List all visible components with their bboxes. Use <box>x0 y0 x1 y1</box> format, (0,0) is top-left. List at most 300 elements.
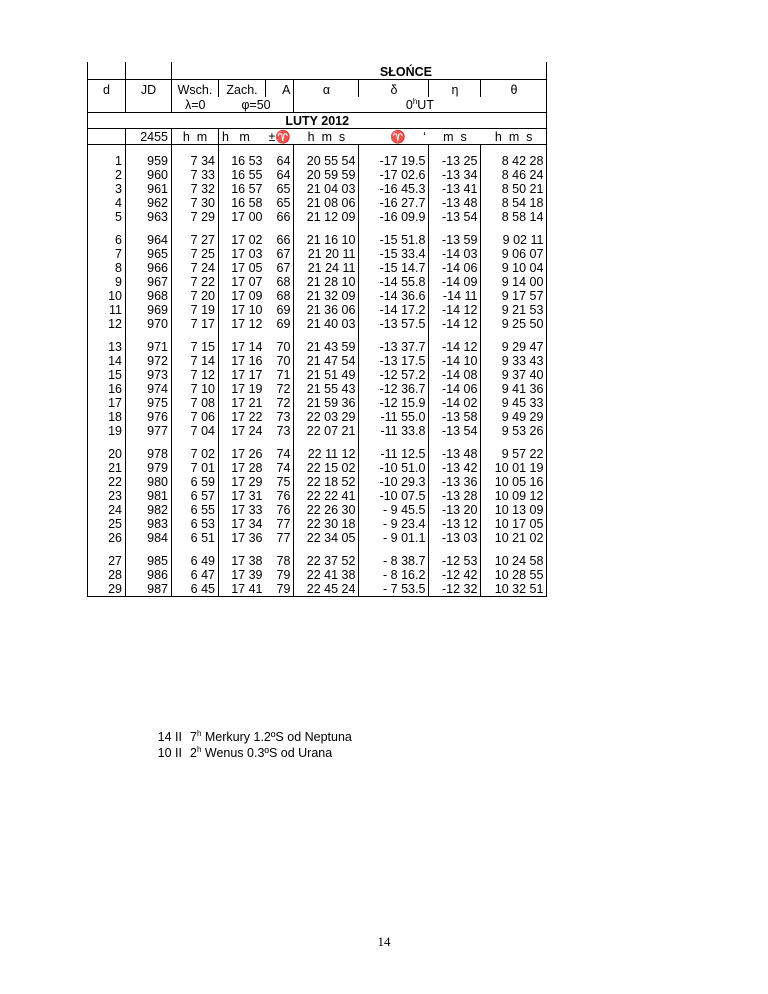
cell-delta: -17 02.6 <box>359 168 429 182</box>
cell-delta: - 9 23.4 <box>359 517 429 531</box>
cell-theta: 9 53 26 <box>481 424 547 438</box>
cell-theta: 9 02 11 <box>481 233 547 247</box>
table-row <box>88 517 547 531</box>
wsch-units: h m <box>172 129 219 145</box>
table-row <box>88 382 547 396</box>
cell-azimuth: 72 <box>266 396 294 410</box>
note-date: 10 II <box>157 746 182 760</box>
cell-sunset: 17 34 <box>231 517 263 531</box>
cell-theta: 8 50 21 <box>481 182 547 196</box>
cell-day: 18 <box>88 410 126 424</box>
cell-eta: -12 32 <box>429 582 481 597</box>
cell-sunrise: 6 45 <box>172 582 219 597</box>
cell-day: 2 <box>88 168 126 182</box>
cell-delta: -14 55.8 <box>359 275 429 289</box>
table-row <box>88 168 547 182</box>
cell-azimuth: 67 <box>266 261 294 275</box>
cell-azimuth: 76 <box>266 503 294 517</box>
table-row <box>88 554 547 568</box>
cell-azimuth: 70 <box>266 340 294 354</box>
cell-delta: - 7 53.5 <box>359 582 429 597</box>
cell-theta: 9 57 22 <box>481 447 547 461</box>
cell-eta: -13 58 <box>429 410 481 424</box>
cell-sunrise: 7 06 <box>172 410 219 424</box>
table-row <box>88 354 547 368</box>
note-item <box>130 745 352 761</box>
table-row <box>88 489 547 503</box>
cell-sunset: 16 58 <box>231 196 263 210</box>
cell-alpha: 22 15 02 <box>294 461 359 475</box>
cell-jd: 973 <box>126 368 172 382</box>
cell-alpha: 21 16 10 <box>294 233 359 247</box>
cell-theta: 10 24 58 <box>481 554 547 568</box>
cell-theta: 9 41 36 <box>481 382 547 396</box>
cell-sunset: 17 09 <box>231 289 263 303</box>
cell-azimuth: 64 <box>266 154 294 168</box>
cell-day: 23 <box>88 489 126 503</box>
cell-azimuth: 77 <box>266 531 294 545</box>
cell-delta: - 9 45.5 <box>359 503 429 517</box>
cell-delta: -12 36.7 <box>359 382 429 396</box>
cell-theta: 9 29 47 <box>481 340 547 354</box>
cell-theta: 8 58 14 <box>481 210 547 224</box>
cell-azimuth: 74 <box>266 447 294 461</box>
cell-sunset: 17 24 <box>231 424 263 438</box>
eta-units: m s <box>429 129 481 145</box>
cell-alpha: 22 18 52 <box>294 475 359 489</box>
page-number: 14 <box>377 934 391 949</box>
cell-sunset: 17 22 <box>231 410 263 424</box>
cell-day: 19 <box>88 424 126 438</box>
table-row <box>88 182 547 196</box>
cell-jd: 959 <box>126 154 172 168</box>
cell-theta: 9 14 00 <box>481 275 547 289</box>
table-row <box>88 196 547 210</box>
table-row <box>88 275 547 289</box>
cell-day: 27 <box>88 554 126 568</box>
cell-sunset: 17 16 <box>231 354 263 368</box>
cell-sunrise: 6 49 <box>172 554 219 568</box>
cell-eta: -14 06 <box>429 261 481 275</box>
table-row <box>88 396 547 410</box>
cell-theta: 10 01 19 <box>481 461 547 475</box>
cell-azimuth: 78 <box>266 554 294 568</box>
cell-jd: 963 <box>126 210 172 224</box>
cell-eta: -14 08 <box>429 368 481 382</box>
cell-theta: 9 33 43 <box>481 354 547 368</box>
cell-alpha: 21 32 09 <box>294 289 359 303</box>
cell-day: 26 <box>88 531 126 545</box>
cell-alpha: 21 12 09 <box>294 210 359 224</box>
cell-day: 21 <box>88 461 126 475</box>
cell-sunset: 17 33 <box>231 503 263 517</box>
cell-azimuth: 71 <box>266 368 294 382</box>
cell-delta: -15 14.7 <box>359 261 429 275</box>
cell-jd: 979 <box>126 461 172 475</box>
cell-jd: 987 <box>126 582 172 597</box>
cell-sunset: 17 38 <box>231 554 263 568</box>
cell-sunset: 17 29 <box>231 475 263 489</box>
table-row <box>88 368 547 382</box>
table-row <box>88 410 547 424</box>
cell-jd: 974 <box>126 382 172 396</box>
cell-jd: 964 <box>126 233 172 247</box>
cell-alpha: 22 37 52 <box>294 554 359 568</box>
cell-alpha: 22 03 29 <box>294 410 359 424</box>
cell-azimuth: 65 <box>266 182 294 196</box>
cell-jd: 981 <box>126 489 172 503</box>
cell-eta: -13 41 <box>429 182 481 196</box>
ut-label: 0$^h$UT <box>359 97 481 113</box>
cell-alpha: 20 59 59 <box>294 168 359 182</box>
a-units: ±♈ <box>266 129 294 145</box>
cell-delta: -11 12.5 <box>359 447 429 461</box>
cell-eta: -13 54 <box>429 210 481 224</box>
cell-theta: 9 25 50 <box>481 317 547 331</box>
cell-day: 29 <box>88 582 126 597</box>
cell-eta: -14 10 <box>429 354 481 368</box>
group-spacer <box>88 545 547 554</box>
cell-sunrise: 7 27 <box>172 233 219 247</box>
cell-sunrise: 6 51 <box>172 531 219 545</box>
cell-eta: -13 42 <box>429 461 481 475</box>
cell-alpha: 21 08 06 <box>294 196 359 210</box>
cell-eta: -13 54 <box>429 424 481 438</box>
cell-alpha: 22 11 12 <box>294 447 359 461</box>
cell-eta: -14 12 <box>429 303 481 317</box>
cell-sunrise: 6 47 <box>172 568 219 582</box>
cell-day: 11 <box>88 303 126 317</box>
cell-eta: -13 48 <box>429 447 481 461</box>
group-spacer <box>88 145 547 155</box>
table-row <box>88 447 547 461</box>
cell-sunset: 17 28 <box>231 461 263 475</box>
cell-sunrise: 7 24 <box>172 261 219 275</box>
cell-sunrise: 7 14 <box>172 354 219 368</box>
cell-sunrise: 6 53 <box>172 517 219 531</box>
cell-azimuth: 66 <box>266 233 294 247</box>
note-date: 14 II <box>157 730 182 744</box>
cell-theta: 9 06 07 <box>481 247 547 261</box>
cell-theta: 10 05 16 <box>481 475 547 489</box>
cell-alpha: 21 28 10 <box>294 275 359 289</box>
cell-jd: 961 <box>126 182 172 196</box>
cell-jd: 976 <box>126 410 172 424</box>
col-header-eta: η <box>429 80 481 98</box>
cell-sunrise: 7 30 <box>172 196 219 210</box>
cell-azimuth: 73 <box>266 424 294 438</box>
cell-theta: 10 21 02 <box>481 531 547 545</box>
cell-delta: - 8 38.7 <box>359 554 429 568</box>
table-row <box>88 461 547 475</box>
cell-alpha: 22 41 38 <box>294 568 359 582</box>
cell-jd: 972 <box>126 354 172 368</box>
cell-azimuth: 64 <box>266 168 294 182</box>
cell-azimuth: 69 <box>266 317 294 331</box>
cell-eta: -12 42 <box>429 568 481 582</box>
table-title: SŁOŃCE <box>266 62 547 80</box>
cell-day: 13 <box>88 340 126 354</box>
cell-sunset: 17 14 <box>231 340 263 354</box>
col-header-zach: Zach. <box>219 80 266 98</box>
table-row <box>88 289 547 303</box>
cell-alpha: 21 04 03 <box>294 182 359 196</box>
cell-sunset: 17 02 <box>231 233 263 247</box>
cell-delta: -10 29.3 <box>359 475 429 489</box>
cell-day: 10 <box>88 289 126 303</box>
notes <box>130 729 352 761</box>
cell-jd: 968 <box>126 289 172 303</box>
cell-day: 12 <box>88 317 126 331</box>
cell-jd: 966 <box>126 261 172 275</box>
cell-sunset: 17 07 <box>231 275 263 289</box>
cell-eta: -13 36 <box>429 475 481 489</box>
cell-jd: 984 <box>126 531 172 545</box>
cell-eta: -13 25 <box>429 154 481 168</box>
cell-delta: -14 17.2 <box>359 303 429 317</box>
cell-delta: -13 37.7 <box>359 340 429 354</box>
cell-delta: -16 27.7 <box>359 196 429 210</box>
cell-sunrise: 6 55 <box>172 503 219 517</box>
cell-delta: -11 33.8 <box>359 424 429 438</box>
cell-theta: 9 45 33 <box>481 396 547 410</box>
cell-jd: 983 <box>126 517 172 531</box>
cell-azimuth: 69 <box>266 303 294 317</box>
table-row <box>88 261 547 275</box>
cell-delta: - 9 01.1 <box>359 531 429 545</box>
cell-azimuth: 70 <box>266 354 294 368</box>
cell-sunrise: 7 01 <box>172 461 219 475</box>
cell-theta: 9 10 04 <box>481 261 547 275</box>
cell-theta: 10 13 09 <box>481 503 547 517</box>
cell-delta: -13 17.5 <box>359 354 429 368</box>
cell-jd: 970 <box>126 317 172 331</box>
cell-delta: -10 07.5 <box>359 489 429 503</box>
cell-day: 17 <box>88 396 126 410</box>
cell-eta: -13 28 <box>429 489 481 503</box>
cell-sunset: 17 03 <box>231 247 263 261</box>
cell-delta: -12 15.9 <box>359 396 429 410</box>
cell-delta: -15 51.8 <box>359 233 429 247</box>
cell-alpha: 22 34 05 <box>294 531 359 545</box>
cell-sunrise: 7 12 <box>172 368 219 382</box>
cell-sunrise: 7 08 <box>172 396 219 410</box>
cell-sunrise: 7 29 <box>172 210 219 224</box>
cell-sunset: 17 31 <box>231 489 263 503</box>
cell-alpha: 21 47 54 <box>294 354 359 368</box>
cell-sunset: 16 55 <box>231 168 263 182</box>
cell-sunrise: 7 33 <box>172 168 219 182</box>
cell-azimuth: 73 <box>266 410 294 424</box>
cell-day: 14 <box>88 354 126 368</box>
cell-sunrise: 7 25 <box>172 247 219 261</box>
cell-azimuth: 74 <box>266 461 294 475</box>
table-row <box>88 475 547 489</box>
cell-theta: 9 49 29 <box>481 410 547 424</box>
cell-theta: 10 09 12 <box>481 489 547 503</box>
cell-eta: -13 20 <box>429 503 481 517</box>
cell-azimuth: 79 <box>266 568 294 582</box>
cell-eta: -13 59 <box>429 233 481 247</box>
cell-sunset: 17 26 <box>231 447 263 461</box>
table-row <box>88 247 547 261</box>
table-row <box>88 340 547 354</box>
cell-jd: 969 <box>126 303 172 317</box>
cell-sunrise: 7 15 <box>172 340 219 354</box>
table-row <box>88 303 547 317</box>
cell-delta: -10 51.0 <box>359 461 429 475</box>
cell-sunrise: 6 57 <box>172 489 219 503</box>
cell-sunset: 17 21 <box>231 396 263 410</box>
cell-sunset: 17 10 <box>231 303 263 317</box>
cell-day: 8 <box>88 261 126 275</box>
cell-delta: -13 57.5 <box>359 317 429 331</box>
cell-jd: 971 <box>126 340 172 354</box>
cell-delta: -14 36.6 <box>359 289 429 303</box>
cell-azimuth: 72 <box>266 382 294 396</box>
cell-day: 9 <box>88 275 126 289</box>
table-row <box>88 210 547 224</box>
cell-alpha: 21 59 36 <box>294 396 359 410</box>
group-spacer <box>88 331 547 340</box>
table-row <box>88 582 547 597</box>
cell-alpha: 22 45 24 <box>294 582 359 597</box>
cell-alpha: 22 30 18 <box>294 517 359 531</box>
cell-theta: 8 46 24 <box>481 168 547 182</box>
cell-azimuth: 67 <box>266 247 294 261</box>
cell-azimuth: 68 <box>266 289 294 303</box>
cell-day: 24 <box>88 503 126 517</box>
col-header-alpha: α <box>294 80 359 98</box>
cell-day: 25 <box>88 517 126 531</box>
cell-day: 7 <box>88 247 126 261</box>
cell-jd: 967 <box>126 275 172 289</box>
table-row <box>88 503 547 517</box>
cell-day: 6 <box>88 233 126 247</box>
cell-alpha: 21 36 06 <box>294 303 359 317</box>
cell-theta: 10 17 05 <box>481 517 547 531</box>
cell-sunset: 17 39 <box>231 568 263 582</box>
cell-day: 4 <box>88 196 126 210</box>
cell-theta: 10 32 51 <box>481 582 547 597</box>
cell-jd: 965 <box>126 247 172 261</box>
cell-jd: 985 <box>126 554 172 568</box>
cell-eta: -13 03 <box>429 531 481 545</box>
cell-day: 16 <box>88 382 126 396</box>
cell-jd: 978 <box>126 447 172 461</box>
cell-delta: -11 55.0 <box>359 410 429 424</box>
cell-azimuth: 76 <box>266 489 294 503</box>
table-row <box>88 424 547 438</box>
cell-jd: 980 <box>126 475 172 489</box>
table-row <box>88 154 547 168</box>
cell-theta: 8 54 18 <box>481 196 547 210</box>
cell-alpha: 20 55 54 <box>294 154 359 168</box>
cell-theta: 9 17 57 <box>481 289 547 303</box>
cell-sunset: 17 12 <box>231 317 263 331</box>
cell-eta: -13 48 <box>429 196 481 210</box>
sun-ephemeris-table <box>87 62 547 597</box>
cell-sunrise: 7 04 <box>172 424 219 438</box>
cell-sunset: 16 57 <box>231 182 263 196</box>
cell-sunset: 17 19 <box>231 382 263 396</box>
cell-jd: 975 <box>126 396 172 410</box>
lambda-label: λ=0 <box>172 97 219 113</box>
cell-sunset: 16 53 <box>231 154 263 168</box>
cell-delta: -16 45.3 <box>359 182 429 196</box>
cell-eta: -14 12 <box>429 340 481 354</box>
cell-sunrise: 6 59 <box>172 475 219 489</box>
cell-sunset: 17 41 <box>219 582 266 597</box>
cell-jd: 977 <box>126 424 172 438</box>
cell-sunset: 17 36 <box>231 531 263 545</box>
cell-delta: -15 33.4 <box>359 247 429 261</box>
zach-units: h m <box>219 129 266 145</box>
col-header-jd: JD <box>126 80 172 98</box>
col-header-theta: θ <box>481 80 547 98</box>
cell-eta: -14 11 <box>429 289 481 303</box>
cell-azimuth: 65 <box>266 196 294 210</box>
cell-eta: -13 12 <box>429 517 481 531</box>
cell-sunrise: 7 20 <box>172 289 219 303</box>
cell-day: 20 <box>88 447 126 461</box>
cell-delta: -12 57.2 <box>359 368 429 382</box>
cell-alpha: 21 24 11 <box>294 261 359 275</box>
delta-units: ♈ ‘ <box>359 129 429 145</box>
cell-eta: -14 09 <box>429 275 481 289</box>
cell-sunrise: 7 17 <box>172 317 219 331</box>
cell-alpha: 21 20 11 <box>294 247 359 261</box>
cell-azimuth: 79 <box>266 582 294 597</box>
cell-sunset: 17 17 <box>231 368 263 382</box>
group-spacer <box>88 224 547 233</box>
jd-base: 2455 <box>126 129 172 145</box>
cell-theta: 8 42 28 <box>481 154 547 168</box>
note-item <box>130 729 352 745</box>
theta-units: h m s <box>481 129 547 145</box>
note-text: 2$^h$ Wenus 0.3ºS od Urana <box>190 744 333 760</box>
cell-sunrise: 7 19 <box>172 303 219 317</box>
cell-azimuth: 75 <box>266 475 294 489</box>
cell-day: 1 <box>88 154 126 168</box>
cell-day: 5 <box>88 210 126 224</box>
note-text: 7$^h$ Merkury 1.2ºS od Neptuna <box>190 728 352 744</box>
cell-alpha: 22 07 21 <box>294 424 359 438</box>
table-row <box>88 531 547 545</box>
col-header-a: A <box>266 80 294 98</box>
table-row <box>88 317 547 331</box>
cell-alpha: 21 51 49 <box>294 368 359 382</box>
col-header-delta: δ <box>359 80 429 98</box>
cell-sunset: 17 05 <box>231 261 263 275</box>
cell-sunrise: 7 34 <box>172 154 219 168</box>
cell-sunrise: 7 22 <box>172 275 219 289</box>
cell-eta: -14 06 <box>429 382 481 396</box>
cell-sunrise: 7 32 <box>172 182 219 196</box>
group-spacer <box>88 438 547 447</box>
cell-day: 3 <box>88 182 126 196</box>
cell-azimuth: 66 <box>266 210 294 224</box>
cell-delta: - 8 16.2 <box>359 568 429 582</box>
cell-eta: -14 12 <box>429 317 481 331</box>
cell-day: 28 <box>88 568 126 582</box>
cell-alpha: 21 43 59 <box>294 340 359 354</box>
phi-label: φ=50 <box>219 97 294 113</box>
cell-delta: -16 09.9 <box>359 210 429 224</box>
cell-eta: -12 53 <box>429 554 481 568</box>
table-row <box>88 233 547 247</box>
cell-alpha: 22 26 30 <box>294 503 359 517</box>
